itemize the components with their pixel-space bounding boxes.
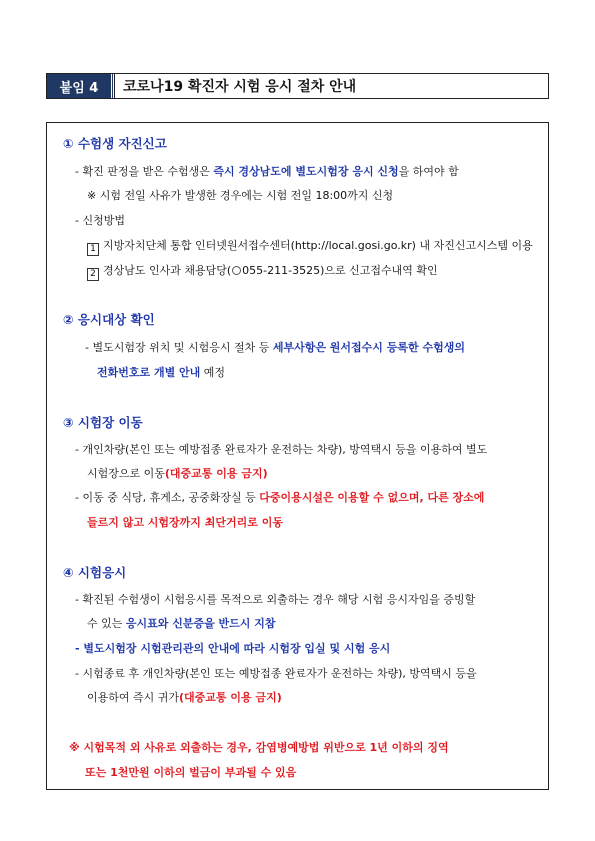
text: - 확진 판정을 받은 수험생은: [75, 165, 214, 178]
text: 수 있는: [87, 617, 126, 630]
travel-line-2: [87, 467, 268, 481]
content-box: [46, 122, 549, 790]
exam-line-3: - 별도시험장 시험관리관의 안내에 따라 시험장 입실 및 시험 응시: [75, 642, 391, 655]
text: 이용하여 즉시 귀가: [87, 691, 180, 704]
method-item-2: [87, 264, 438, 281]
warning-text: (대중교통 이용 금지): [164, 467, 268, 480]
number-box: 2: [87, 268, 99, 281]
text: 을 하여야 함: [398, 165, 459, 178]
emphasis: 즉시 경상남도에 별도시험장 응시 신청: [213, 165, 399, 178]
warning-text: (대중교통 이용 금지): [179, 691, 282, 704]
page-title: 코로나19 확진자 시험 응시 절차 안내: [114, 74, 548, 98]
penalty-warning-line-1: ※ 시험목적 외 사유로 외출하는 경우, 감염병예방법 위반으로 1년 이하의 징역: [69, 741, 449, 754]
travel-line-4: 들르지 않고 시험장까지 최단거리로 이동: [87, 516, 283, 529]
section-title-travel: ③ 시험장 이동: [63, 415, 143, 430]
section-title-eligibility: ② 응시대상 확인: [63, 312, 155, 327]
text: - 이동 중 식당, 휴게소, 공중화장실 등: [75, 491, 260, 504]
travel-line-3: [75, 491, 484, 505]
text: 예정: [200, 366, 226, 379]
method-item-1: [87, 239, 533, 256]
text: 시험장으로 이동: [87, 467, 165, 480]
text: 055-211-3525)으로 신고접수내역 확인: [242, 264, 438, 277]
section-title-self-report: ① 수험생 자진신고: [63, 136, 167, 151]
application-method-label: - 신청방법: [75, 214, 125, 227]
travel-line-1: - 개인차량(본인 또는 예방접종 완료자가 운전하는 차량), 방역택시 등을 이용하여 별도: [75, 443, 488, 456]
document-header: [46, 73, 549, 99]
emphasis: 세부사항은 원서접수시 등록한 수험생의: [272, 341, 465, 354]
exam-line-4: - 시험종료 후 개인차량(본인 또는 예방접종 완료자가 운전하는 차량), 방역택시 등을: [75, 667, 477, 680]
exam-line-5: [87, 691, 282, 705]
attachment-badge: 붙임 4: [47, 74, 114, 98]
eligibility-line-2: [97, 366, 225, 380]
eligibility-line-1: [85, 341, 465, 355]
text: - 별도시험장 위치 및 시험응시 절차 등: [85, 341, 273, 354]
exam-line-1: - 확진된 수험생이 시험응시를 목적으로 외출하는 경우 해당 시험 응시자임을 증빙할: [75, 593, 476, 606]
text: 지방자치단체 통합 인터넷원서접수센터(http://local.gosi.go.kr) 내 자진신고시스템 이용: [103, 239, 533, 252]
warning-text: 다중이용시설은 이용할 수 없으며, 다른 장소에: [259, 491, 485, 504]
penalty-warning-line-2: 또는 1천만원 이하의 벌금이 부과될 수 있음: [85, 766, 297, 779]
section-title-exam: ④ 시험응시: [63, 565, 127, 580]
self-report-line-1: [75, 165, 459, 179]
number-box: 1: [87, 243, 99, 256]
emphasis: 응시표와 신분증을 반드시 지참: [125, 617, 276, 630]
self-report-note: ※ 시험 전일 사유가 발생한 경우에는 시험 전일 18:00까지 신청: [87, 189, 394, 202]
exam-line-2: [87, 617, 276, 631]
emphasis: 전화번호로 개별 안내: [97, 366, 201, 379]
phone-icon: [232, 266, 241, 275]
text: 경상남도 인사과 채용담당(: [103, 264, 232, 277]
